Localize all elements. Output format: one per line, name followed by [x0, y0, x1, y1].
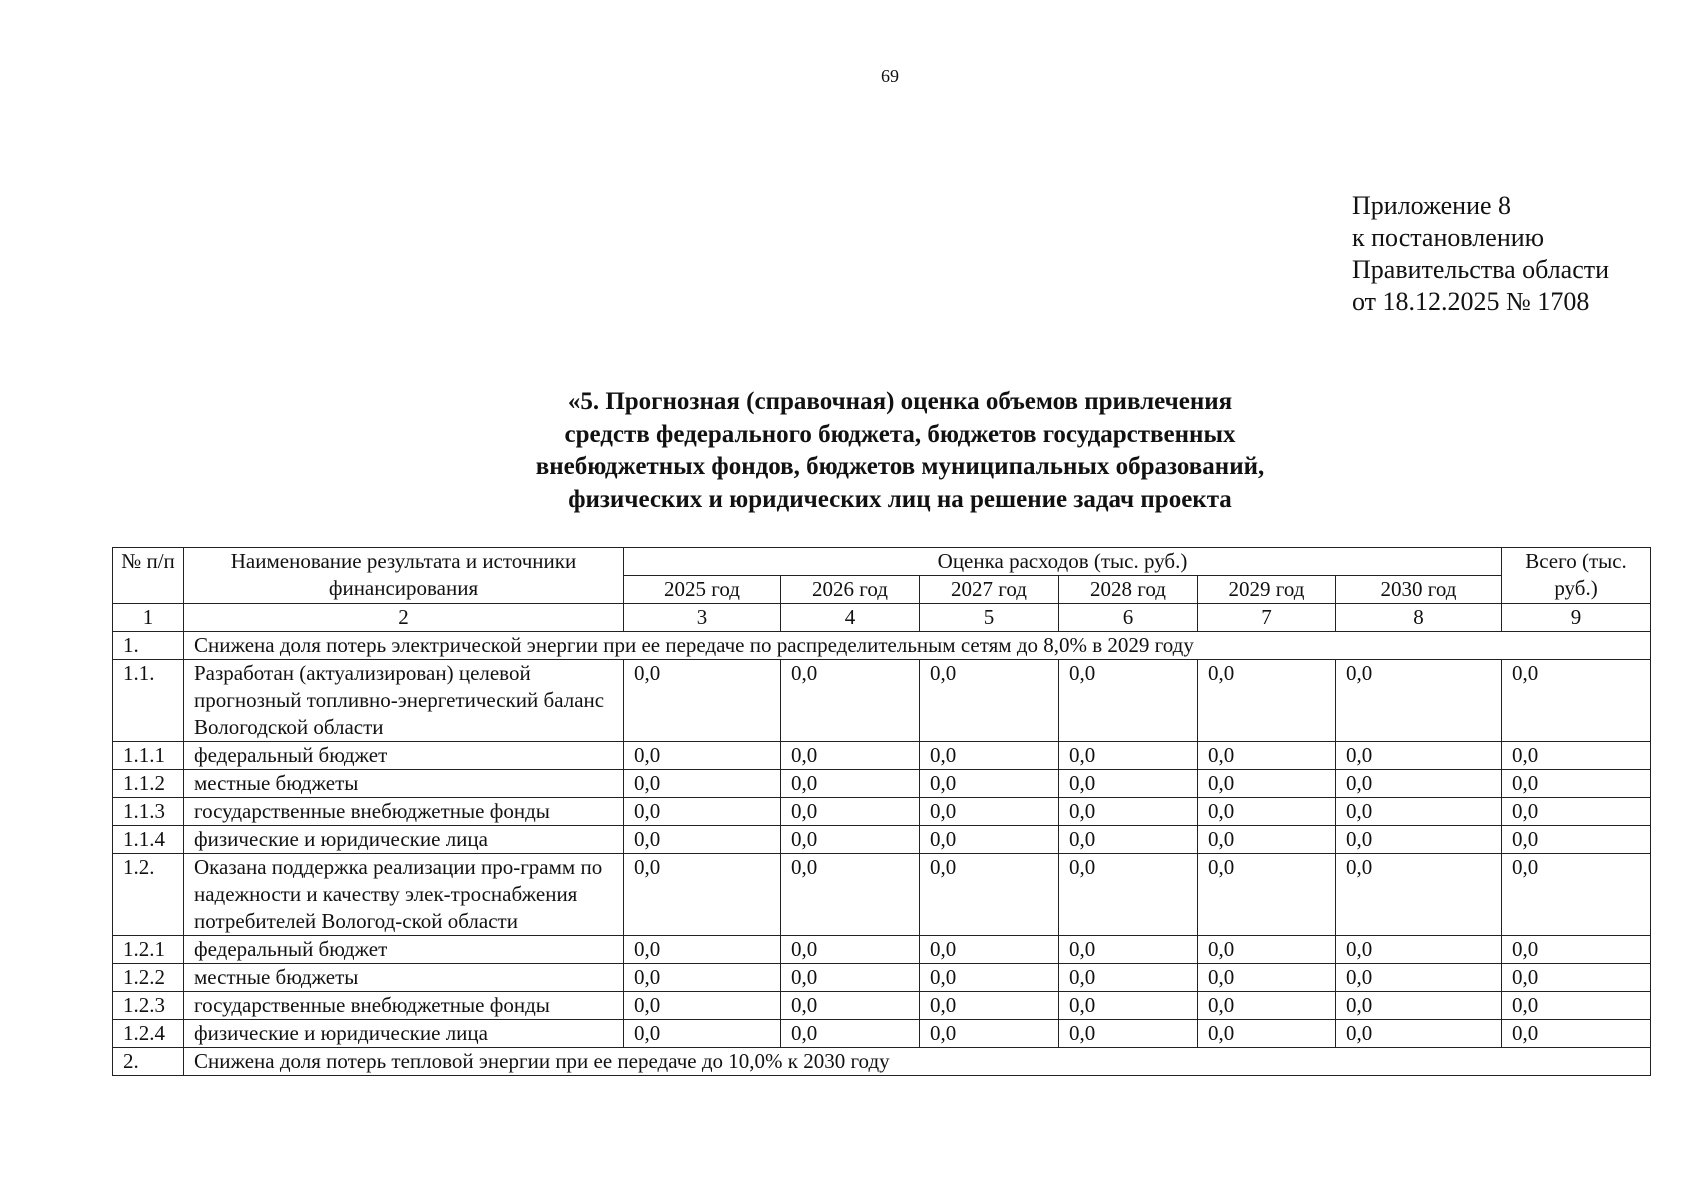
- value-cell: 0,0: [920, 854, 1059, 936]
- index-cell: 6: [1059, 604, 1198, 632]
- page-number: 69: [881, 66, 899, 86]
- value-cell: 0,0: [781, 770, 920, 798]
- value-cell: 0,0: [1198, 742, 1336, 770]
- value-cell: 0,0: [1059, 742, 1198, 770]
- column-index-row: [113, 604, 1651, 632]
- row-name: физические и юридические лица: [184, 1020, 624, 1048]
- section-row: [113, 1048, 1651, 1076]
- value-cell: 0,0: [1502, 964, 1651, 992]
- header-year: 2028 год: [1059, 576, 1198, 604]
- value-cell: 0,0: [1502, 826, 1651, 854]
- value-cell: 0,0: [781, 798, 920, 826]
- row-number: 1.1.: [113, 660, 184, 742]
- value-cell: 0,0: [1059, 964, 1198, 992]
- value-cell: 0,0: [1502, 660, 1651, 742]
- value-cell: 0,0: [1059, 660, 1198, 742]
- row-name: федеральный бюджет: [184, 936, 624, 964]
- table-row: [113, 854, 1651, 936]
- row-number: 1.1.1: [113, 742, 184, 770]
- table-row: [113, 660, 1651, 742]
- table-row: [113, 992, 1651, 1020]
- value-cell: 0,0: [1198, 992, 1336, 1020]
- value-cell: 0,0: [1059, 936, 1198, 964]
- value-cell: 0,0: [624, 826, 781, 854]
- row-name: федеральный бюджет: [184, 742, 624, 770]
- section-num: 2.: [113, 1048, 184, 1076]
- document-title: [400, 386, 1400, 516]
- value-cell: 0,0: [781, 992, 920, 1020]
- row-name: местные бюджеты: [184, 964, 624, 992]
- value-cell: 0,0: [1336, 1020, 1502, 1048]
- value-cell: 0,0: [1059, 854, 1198, 936]
- row-number: 1.2.4: [113, 1020, 184, 1048]
- value-cell: 0,0: [1059, 826, 1198, 854]
- appendix-reference: [1352, 190, 1609, 318]
- value-cell: 0,0: [624, 964, 781, 992]
- value-cell: 0,0: [920, 826, 1059, 854]
- value-cell: 0,0: [624, 936, 781, 964]
- title-line: «5. Прогнозная (справочная) оценка объемов привлечения: [567, 388, 1233, 415]
- row-number: 1.1.4: [113, 826, 184, 854]
- header-total: Всего (тыс. руб.): [1502, 548, 1651, 604]
- value-cell: 0,0: [1059, 992, 1198, 1020]
- section-row: [113, 632, 1651, 660]
- value-cell: 0,0: [781, 742, 920, 770]
- row-name: местные бюджеты: [184, 770, 624, 798]
- value-cell: 0,0: [1198, 1020, 1336, 1048]
- value-cell: 0,0: [920, 660, 1059, 742]
- row-number: 1.2.: [113, 854, 184, 936]
- value-cell: 0,0: [624, 798, 781, 826]
- table-row: [113, 826, 1651, 854]
- title-line: физических и юридических лиц на решение задач проекта: [568, 485, 1232, 513]
- row-number: 1.1.3: [113, 798, 184, 826]
- title-line: внебюджетных фондов, бюджетов муниципальных образований,: [535, 453, 1265, 480]
- header-year: 2029 год: [1198, 576, 1336, 604]
- header-name: Наименование результата и источники финансирования: [184, 548, 624, 604]
- section-num: 1.: [113, 632, 184, 660]
- value-cell: 0,0: [624, 854, 781, 936]
- value-cell: 0,0: [1336, 742, 1502, 770]
- table-row: [113, 770, 1651, 798]
- appendix-line: к постановлению: [1352, 223, 1545, 252]
- value-cell: 0,0: [781, 854, 920, 936]
- header-num: № п/п: [113, 548, 184, 604]
- value-cell: 0,0: [920, 964, 1059, 992]
- table-row: [113, 742, 1651, 770]
- value-cell: 0,0: [1336, 936, 1502, 964]
- appendix-line: Правительства области: [1352, 255, 1610, 284]
- value-cell: 0,0: [1502, 992, 1651, 1020]
- header-year: 2030 год: [1336, 576, 1502, 604]
- value-cell: 0,0: [920, 770, 1059, 798]
- row-name: Разработан (актуализирован) целевой прогнозный топливно-энергетический баланс Вологодской области: [184, 660, 624, 742]
- value-cell: 0,0: [1198, 798, 1336, 826]
- value-cell: 0,0: [624, 742, 781, 770]
- value-cell: 0,0: [1059, 798, 1198, 826]
- value-cell: 0,0: [624, 1020, 781, 1048]
- row-name: государственные внебюджетные фонды: [184, 798, 624, 826]
- value-cell: 0,0: [1502, 742, 1651, 770]
- appendix-line: от 18.12.2025 № 1708: [1352, 287, 1590, 316]
- value-cell: 0,0: [920, 1020, 1059, 1048]
- value-cell: 0,0: [1336, 798, 1502, 826]
- value-cell: 0,0: [1198, 854, 1336, 936]
- value-cell: 0,0: [1198, 660, 1336, 742]
- value-cell: 0,0: [1336, 770, 1502, 798]
- value-cell: 0,0: [1336, 660, 1502, 742]
- header-estimate: Оценка расходов (тыс. руб.): [624, 548, 1502, 576]
- row-name: государственные внебюджетные фонды: [184, 992, 624, 1020]
- table-row: [113, 1020, 1651, 1048]
- index-cell: 2: [184, 604, 624, 632]
- value-cell: 0,0: [781, 826, 920, 854]
- value-cell: 0,0: [624, 992, 781, 1020]
- table-row: [113, 798, 1651, 826]
- section-title: Снижена доля потерь тепловой энергии при ее передаче до 10,0% к 2030 году: [184, 1048, 1651, 1076]
- value-cell: 0,0: [920, 992, 1059, 1020]
- value-cell: 0,0: [1336, 826, 1502, 854]
- row-name: физические и юридические лица: [184, 826, 624, 854]
- header-row: [113, 548, 1651, 576]
- value-cell: 0,0: [1502, 1020, 1651, 1048]
- section-title: Снижена доля потерь электрической энергии при ее передаче по распределительным сетям до 8,0% в 2029 году: [184, 632, 1651, 660]
- index-cell: 5: [920, 604, 1059, 632]
- value-cell: 0,0: [920, 798, 1059, 826]
- value-cell: 0,0: [920, 742, 1059, 770]
- appendix-line: Приложение 8: [1352, 191, 1512, 220]
- value-cell: 0,0: [1502, 936, 1651, 964]
- value-cell: 0,0: [1198, 770, 1336, 798]
- value-cell: 0,0: [624, 660, 781, 742]
- value-cell: 0,0: [624, 770, 781, 798]
- value-cell: 0,0: [920, 936, 1059, 964]
- index-cell: 3: [624, 604, 781, 632]
- title-line: средств федерального бюджета, бюджетов государственных: [564, 420, 1236, 448]
- row-number: 1.1.2: [113, 770, 184, 798]
- value-cell: 0,0: [1502, 770, 1651, 798]
- value-cell: 0,0: [1198, 964, 1336, 992]
- row-number: 1.2.1: [113, 936, 184, 964]
- value-cell: 0,0: [781, 964, 920, 992]
- value-cell: 0,0: [1059, 1020, 1198, 1048]
- value-cell: 0,0: [1336, 964, 1502, 992]
- funding-table: [112, 547, 1651, 1076]
- header-year: 2026 год: [781, 576, 920, 604]
- value-cell: 0,0: [1198, 936, 1336, 964]
- index-cell: 9: [1502, 604, 1651, 632]
- value-cell: 0,0: [1336, 854, 1502, 936]
- table-row: [113, 964, 1651, 992]
- index-cell: 4: [781, 604, 920, 632]
- index-cell: 8: [1336, 604, 1502, 632]
- header-year: 2025 год: [624, 576, 781, 604]
- value-cell: 0,0: [781, 660, 920, 742]
- row-name: Оказана поддержка реализации про-грамм по надежности и качеству элек-троснабжения потребителей Вологод-ской области: [184, 854, 624, 936]
- table-row: [113, 936, 1651, 964]
- index-cell: 7: [1198, 604, 1336, 632]
- value-cell: 0,0: [781, 936, 920, 964]
- index-cell: 1: [113, 604, 184, 632]
- value-cell: 0,0: [781, 1020, 920, 1048]
- value-cell: 0,0: [1502, 798, 1651, 826]
- value-cell: 0,0: [1502, 854, 1651, 936]
- row-number: 1.2.3: [113, 992, 184, 1020]
- value-cell: 0,0: [1059, 770, 1198, 798]
- row-number: 1.2.2: [113, 964, 184, 992]
- value-cell: 0,0: [1336, 992, 1502, 1020]
- header-year: 2027 год: [920, 576, 1059, 604]
- value-cell: 0,0: [1198, 826, 1336, 854]
